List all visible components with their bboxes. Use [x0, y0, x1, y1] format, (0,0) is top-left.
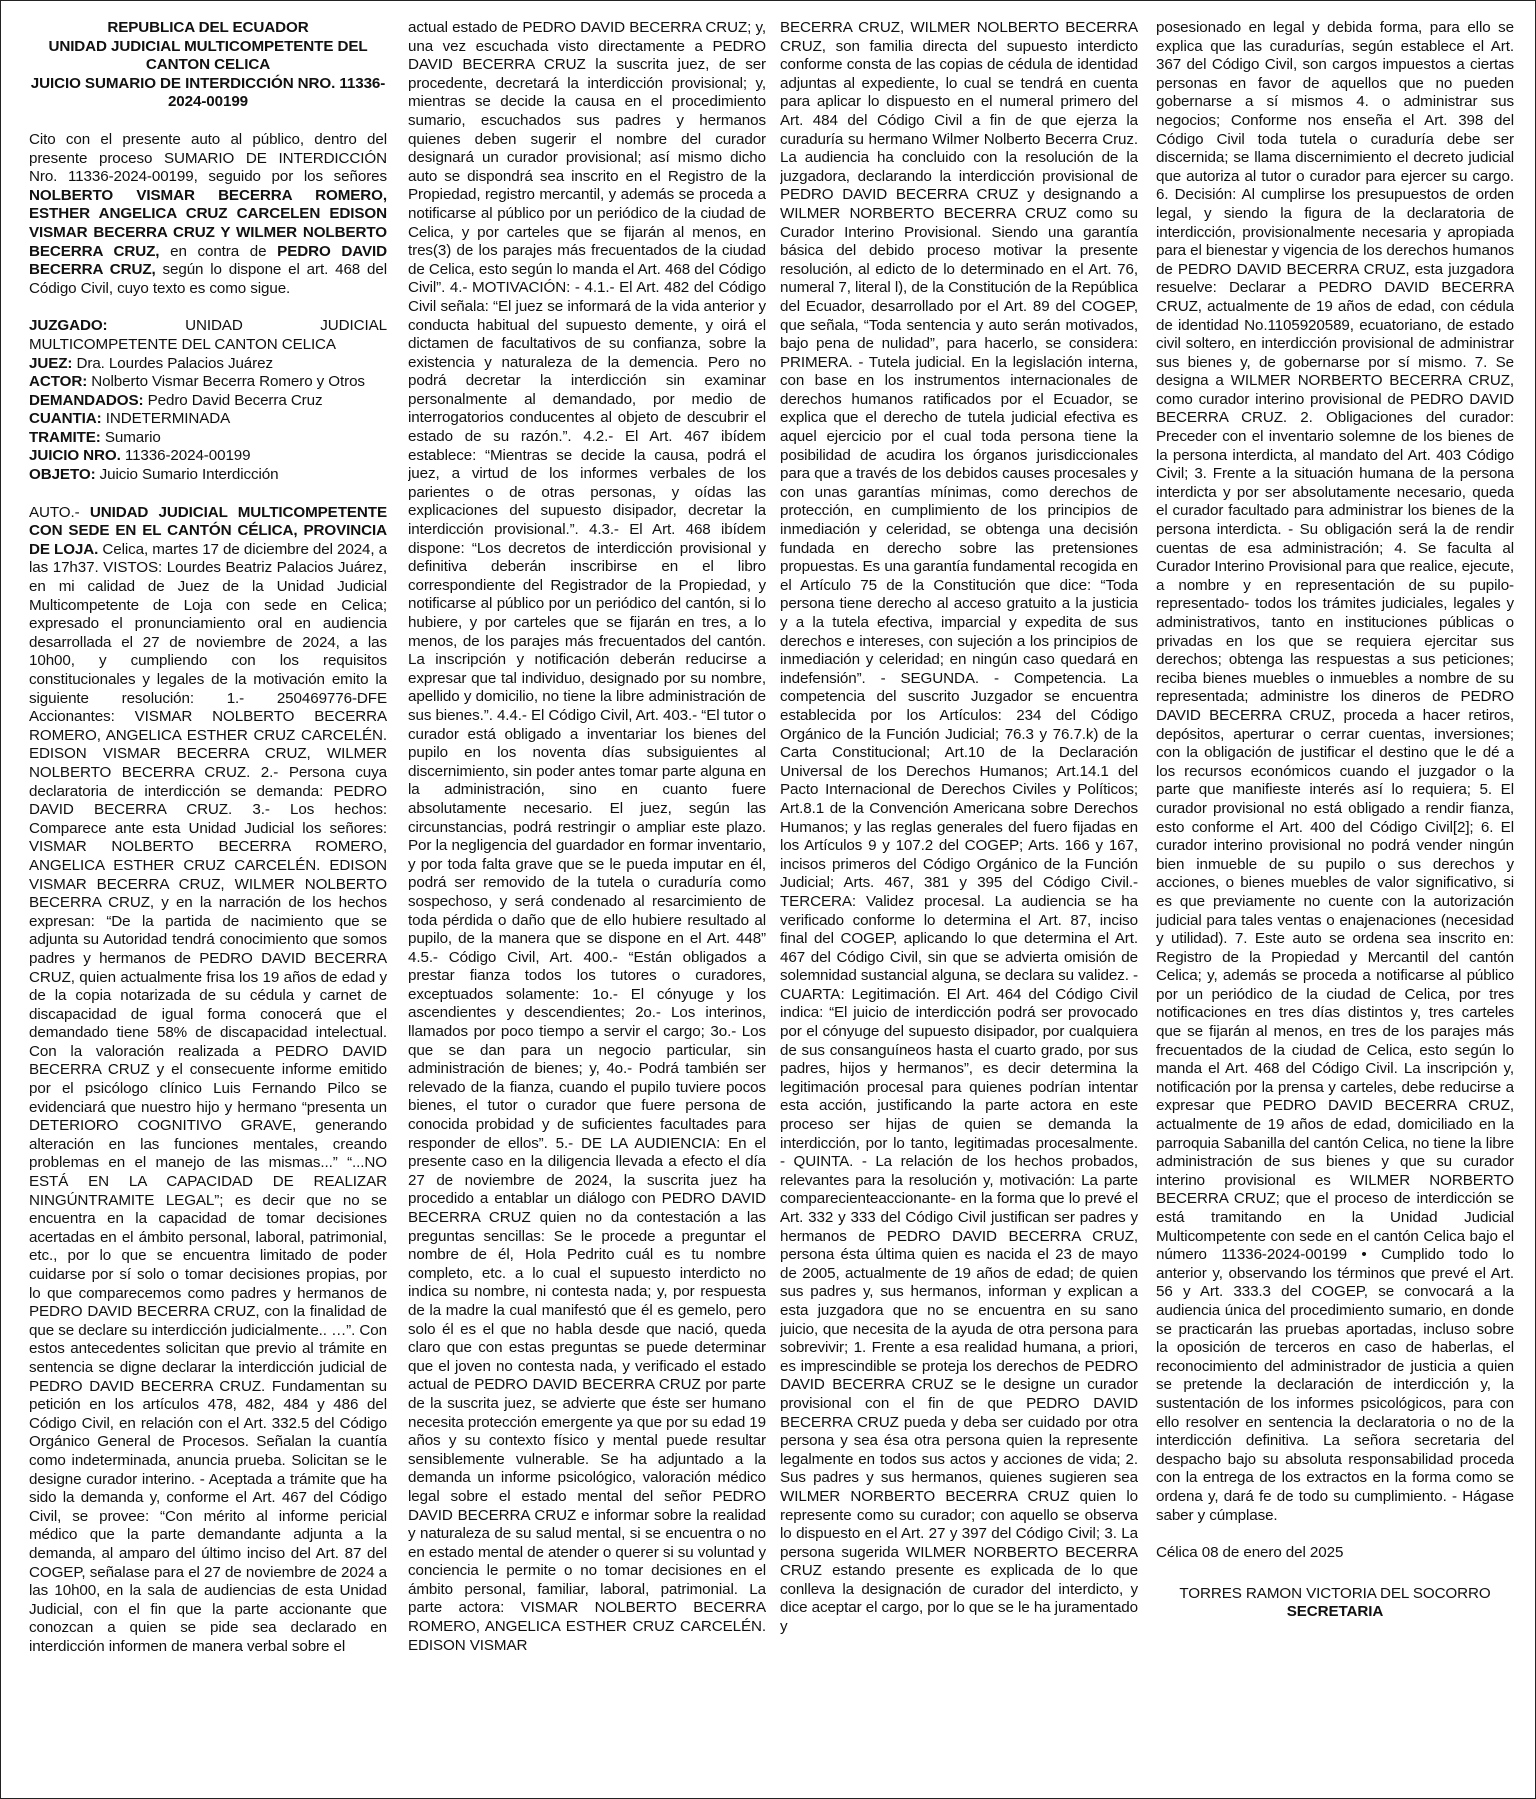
- signature-block: [1156, 1585, 1514, 1622]
- closing-date: Célica 08 de enero del 2025: [1156, 1544, 1344, 1562]
- detail-juicio-nro: JUICIO NRO. 11336-2024-00199: [29, 447, 251, 465]
- intro-paragraph: Cito con el presente auto al público, dentro del presente proceso SUMARIO DE INTERDICCIÓN Nro. 11336-2024-00199, seguido por los señores NOLBERTO VISMAR BECERRA ROMERO, ESTHER ANGELICA CRUZ CARCELEN EDISON VISMAR BECERRA CRUZ Y WILMER NOLBERTO BECERRA CRUZ, en contra de PEDRO DAVID BECERRA CRUZ, según lo dispone el art. 468 del Código Civil, cuyo texto es como sigue.: [29, 130, 387, 297]
- detail-tramite: TRAMITE: Sumario: [29, 428, 161, 446]
- column-2: [408, 19, 766, 1789]
- column-3: [780, 19, 1138, 1789]
- auto-paragraph: AUTO.- UNIDAD JUDICIAL MULTICOMPETENTE CON SEDE EN EL CANTÓN CÉLICA, PROVINCIA DE LOJA. Celica, martes 17 de diciembre del 2024, a las 17h37. VISTOS: Lourdes Beatriz Palacios Juárez, en mi calidad de Juez de la Unidad Judicial Multicompetente de Loja con sede en Celica; expresado el pronunciamiento oral en audiencia desarrollada el 27 de noviembre de 2024, a las 10h00, y cumpliendo con los requisitos constitucionales y legales de la motivación emito la siguiente resolución: 1.- 250469776-DFE Accionantes: VISMAR NOLBERTO BECERRA ROMERO, ANGELICA ESTHER CRUZ CARCELÉN. EDISON VISMAR BECERRA CRUZ, WILMER NOLBERTO BECERRA CRUZ. 2.- Persona cuya declaratoria de interdicción se demanda: PEDRO DAVID BECERRA CRUZ. 3.- Los hechos: Comparece ante esta Unidad Judicial los señores: VISMAR NOLBERTO BECERRA ROMERO, ANGELICA ESTHER CRUZ CARCELÉN. EDISON VISMAR BECERRA CRUZ, WILMER NOLBERTO BECERRA CRUZ, y en la narración de los hechos expresan: “De la partida de nacimiento que se adjunta su Autoridad tendrá conocimiento que somos padres y hermanos de PEDRO DAVID BECERRA CRUZ, quien actualmente frisa los 19 años de edad y de la copia notarizada de su cédula y carnet de discapacidad de igual forma conocerá que el demandado tiene 58% de discapacidad intelectual. Con la valoración realizada a PEDRO DAVID BECERRA CRUZ y el consecuente informe emitido por el psicólogo clínico Luis Fernando Pilco se evidenciará que nuestro hijo y hermano “presenta un DETERIORO COGNITIVO GRAVE, generando alteración en las funciones mentales, creando problemas en el manejo de las mismas...” “...NO ESTÁ EN LA CAPACIDAD DE REALIZAR NINGÚNTRAMITE LEGAL”; es decir que no se encuentra en la capacidad de tomar decisiones acertadas en el ámbito personal, laboral, patrimonial, etc., por lo que se encuentra limitado de poder cuidarse por sí solo o tomar decisiones propias, por lo que comparecemos como padres y hermanos de PEDRO DAVID BECERRA CRUZ, con la finalidad de que se declare su interdicción judicialmente.. …”. Con estos antecedentes solicitan que previo al trámite en sentencia se digne declarar la interdicción judicial de PEDRO DAVID BECERRA CRUZ. Fundamentan su petición en los artículos 478, 482, 484 y 486 del Código Civil, en relación con el Art. 332.5 del Código Orgánico General de Procesos. Señalan la cuantía como indeterminada, anuncia prueba. Solicitan se le designe curador interino. - Aceptada a trámite que ha sido la demanda y, conforme el Art. 467 del Código Civil, se provee: “Con mérito al informe pericial médico que la parte demandante adjunta a la demanda, al amparo del último inciso del Art. 87 del COGEP, señalase para el 27 de noviembre de 2024 a las 10h00, en la sala de audiencias de esta Unidad Judicial, con el fin que la parte accionante que conozcan a quien se pide sea declarado en interdicción informen de manera verbal sobre el: [29, 503, 387, 1655]
- column-1: [29, 19, 387, 1789]
- detail-cuantia: CUANTIA: INDETERMINADA: [29, 410, 231, 428]
- signer-role: SECRETARIA: [1286, 1603, 1384, 1621]
- case-details: [29, 317, 387, 484]
- column-4: [1156, 19, 1514, 1789]
- detail-juez: JUEZ: Dra. Lourdes Palacios Juárez: [29, 354, 273, 372]
- detail-juzgado: JUZGADO: UNIDAD JUDICIAL MULTICOMPETENTE DEL CANTON CELICA: [29, 317, 387, 353]
- signer-name: TORRES RAMON VICTORIA DEL SOCORRO: [1179, 1584, 1491, 1602]
- header-case: JUICIO SUMARIO DE INTERDICCIÓN NRO. 11336-2024-00199: [30, 74, 386, 111]
- document-header: [29, 19, 387, 112]
- header-court: UNIDAD JUDICIAL MULTICOMPETENTE DEL CANTON CELICA: [48, 37, 368, 74]
- detail-actor: ACTOR: Nolberto Vismar Becerra Romero y Otros: [29, 373, 365, 391]
- detail-demandados: DEMANDADOS: Pedro David Becerra Cruz: [29, 391, 323, 409]
- detail-objeto: OBJETO: Juicio Sumario Interdicción: [29, 466, 279, 484]
- body-text-col4: posesionado en legal y debida forma, para ello se explica que las curadurías, según establece el Art. 367 del Código Civil, son cargos impuestos a ciertas personas en favor de aquellos que no pueden gobernarse a sí mismos 4. o administrar sus negocios; Conforme nos enseña el Art. 398 del Código Civil toda tutela o curaduría debe ser discernida; se llama discernimiento el decreto judicial que autoriza al tutor o curador para ejercer su cargo. 6. Decisión: Al cumplirse los presupuestos de orden legal, y siendo la figura de la declaratoria de interdicción, provisionalmente necesaria y apropiada para el bienestar y vigencia de los derechos humanos de PEDRO DAVID BECERRA CRUZ, esta juzgadora resuelve: Declarar a PEDRO DAVID BECERRA CRUZ, actualmente de 19 años de edad, con cédula de identidad No.1105920589, ecuatoriano, de estado civil soltero, en interdicción provisional de administrar sus bienes y, de gobernarse por sí mismo. 7. Se designa a WILMER NORBERTO BECERRA CRUZ, como curador interino provisional de PEDRO DAVID BECERRA CRUZ. 2. Obligaciones del curador: Preceder con el inventario solemne de los bienes de la persona interdicta, al mandato del Art. 403 Código Civil; 3. Frente a la situación humana de la persona interdicta y por ser absolutamente necesario, queda el curador facultado para administrar los bienes de la persona interdicta. - Su obligación será la de rendir cuentas de esa administración; 4. Se faculta al Curador Interino Provisional para que realice, ejecute, a nombre y en representación de su pupilo- representado- todos los trámites judiciales, legales y administrativos, tanto en instituciones públicas o privadas en los que se requiera ejercitar sus derechos; obtenga las respuestas a sus peticiones; reciba bienes muebles o inmuebles a nombre de su representada; administre los dineros de PEDRO DAVID BECERRA CRUZ, proceda a hacer retiros, depósitos, aperturar o cerrar cuentas, inversiones; con la obligación de justificar el destino que le dé a los recursos económicos cuando el juzgador o la parte que manifieste interés así lo requiera; 5. El curador provisional no está obligado a rendir fianza, esto conforme el Art. 400 del Código Civil[2]; 6. El curador interino provisional no podrá vender ningún bien inmueble de su pupilo o sus derechos y acciones, o bienes muebles de valor significativo, si es que previamente no cuente con la autorización judicial para tales ventas o enajenaciones (necesidad y utilidad). 7. Este auto se ordena sea inscrito en: Registro de la Propiedad y Mercantil del cantón Celica; y, además se proceda a notificarse al público por un periódico de la ciudad de Celica, por tres notificaciones en tres días distintos y, tres carteles que se fijarán al menos, en tres de los parajes más frecuentados de la ciudad de Celica, esto según lo manda el Art. 468 del Código Civil. La inscripción y, notificación por la prensa y carteles, debe reducirse a expresar que PEDRO DAVID BECERRA CRUZ, actualmente de 19 años de edad, domiciliado en la parroquia Sabanilla del cantón Celica, no tiene la libre administración de sus bienes y que su curador interino provisional es WILMER NORBERTO BECERRA CRUZ; que el proceso de interdicción se está tramitando en la Unidad Judicial Multicompetente con sede en el cantón Celica bajo el número 11336-2024-00199 • Cumplido todo lo anterior y, observando los términos que prevé el Art. 56 y Art. 333.3 del COGEP, se convocará a la audiencia única del procedimiento sumario, en donde se practicarán las pruebas aportadas, incluso sobre la oposición de terceros en caso de haberlas, el reconocimiento del administrador de justicia a quien se pretende la declaración de interdicción y, la sustentación de los informes psicológicos, para con ello resolver en sentencia la declaratoria o no de la interdicción definitiva. La señora secretaria del despacho bajo su absoluta responsabilidad proceda con la entrega de los extractos en la forma como se ordena y, dará fe de todo su cumplimiento. - Hágase saber y cúmplase.: [1156, 19, 1514, 1524]
- body-text-col3: BECERRA CRUZ, WILMER NOLBERTO BECERRA CRUZ, son familia directa del supuesto interdicto conforme consta de las copias de cédula de identidad adjuntas al expediente, lo cual se tendrá en cuenta para aplicar lo dispuesto en el numeral primero del Art. 484 del Código Civil a fin de que ejerza la curaduría su hermano Wilmer Nolberto Becerra Cruz. La audiencia ha concluido con la resolución de la juzgadora, declarando la interdicción provisional de PEDRO DAVID BECERRA CRUZ y designando a WILMER NORBERTO BECERRA CRUZ como su Curador Interino Provisional. Siendo una garantía básica del debido proceso motivar la presente resolución, al edicto de lo determinado en el Art. 76, numeral 7, literal l), de la Constitución de la República del Ecuador, desarrollado por el Art. 89 del COGEP, que señala, “Toda sentencia y auto serán motivados, bajo pena de nulidad”, para hacerlo, se considera: PRIMERA. - Tutela judicial. En la legislación interna, con base en los instrumentos internacionales de derechos humanos ratificados por el Ecuador, se explica que el derecho de tutela judicial efectiva es aquel ejercicio por el cual toda persona tiene la posibilidad de acudira los órganos jurisdiccionales para que a través de los debidos causes procesales y con unas garantías mínimas, como derechos de protección, en cumplimiento de los principios de inmediación y celeridad, se obtenga una decisión fundada en derecho sobre las pretensiones propuestas. Es una garantía fundamental recogida en el Artículo 75 de la Constitución que dice: “Toda persona tiene derecho al acceso gratuito a la justicia y a la tutela efectiva, imparcial y expedita de sus derechos e intereses, con sujeción a los principios de inmediación y celeridad; en ningún caso quedará en indefensión”. - SEGUNDA. - Competencia. La competencia del suscrito Juzgador se encuentra establecida por los Artículos: 234 del Código Orgánico de la Función Judicial; 76.3 y 76.7.k) de la Carta Constitucional; Art.10 de la Declaración Universal de los Derechos Humanos; Art.14.1 del Pacto Internacional de Derechos Civiles y Políticos; Art.8.1 de la Convención Americana sobre Derechos Humanos; y las reglas generales del fuero fijadas en los Artículos 9 y 107.2 del COGEP; Arts. 166 y 167, incisos primeros del Código Orgánico de la Función Judicial; Arts. 467, 381 y 395 del Código Civil.- TERCERA: Validez procesal. La audiencia se ha verificado conforme lo determina el Art. 87, inciso final del COGEP, aplicando lo que determina el Art. 467 del Código Civil, sin que se advierta omisión de solemnidad sustancial alguna, se declara su validez. - CUARTA: Legitimación. El Art. 464 del Código Civil indica: “El juicio de interdicción podrá ser provocado por el cónyuge del supuesto disipador, por cualquiera de sus consanguíneos hasta el cuarto grado, por sus padres, hijos y hermanos”, es decir determina la legitimación procesal para quienes podrían intentar esta acción, justificando la parte actora en este proceso ser hijas de quien se demanda la interdicción, por lo tanto, legitimadas procesalmente. - QUINTA. - La relación de los hechos probados, relevantes para la resolución y, motivación: La parte comparecienteaccionante- en la forma que lo prevé el Art. 332 y 333 del Código Civil justifican ser padres y hermanos de PEDRO DAVID BECERRA CRUZ, persona ésta última quien es nacida el 23 de mayo de 2005, actualmente de 19 años de edad; de quien sus padres y, sus hermanos, informan y explican a esta juzgadora que no se encuentra en su sano juicio, que necesita de la ayuda de otra persona para sobrevivir; 1. Frente a esa realidad humana, a priori, es imprescindible se proteja los derechos de PEDRO DAVID BECERRA CRUZ se le designe un curador provisional con el fin de que PEDRO DAVID BECERRA CRUZ pueda y deba ser cuidado por otra persona y sea ésa otra persona quien la represente legalmente en todos sus actos y acciones de vida; 2. Sus padres y sus hermanos, quienes sugieren sea WILMER NORBERTO BECERRA CRUZ quien lo represente como su curador; con aquello se observa lo dispuesto en el Art. 27 y 397 del Código Civil; 3. La persona sugerida WILMER NORBERTO BECERRA CRUZ estando presente es explicada de lo que conlleva la designación de curador del interdicto, y dice aceptar el cargo, por lo que se le ha juramentado y: [780, 19, 1138, 1636]
- header-country: REPUBLICA DEL ECUADOR: [107, 19, 309, 36]
- body-text-col2: actual estado de PEDRO DAVID BECERRA CRUZ; y, una vez escuchada visto directamente a PEDRO DAVID BECERRA CRUZ la suscrita juez, de ser procedente, decretará la interdicción provisional; y, mientras se decide la causa en el procedimiento sumario, escuchados sus padres y hermanos quienes deben sugerir el nombre del curador designará un curador provisional; así mismo dicho auto se dispondrá sea inscrito en el Registro de la Propiedad, registro mercantil, y además se proceda a notificarse al público por un periódico de la ciudad de Celica, y por carteles que se fijarán al menos, en tres(3) de los parajes más frecuentados de la ciudad de Celica, esto según lo manda el Art. 468 del Código Civil”. 4.- MOTIVACIÓN: - 4.1.- El Art. 482 del Código Civil señala: “El juez se informará de la vida anterior y conducta habitual del supuesto demente, y oirá el dictamen de facultativos de su confianza, sobre la existencia y naturaleza de la demencia. Pero no podrá decretar la interdicción sin examinar personalmente al demandado, por medio de interrogatorios conducentes al objeto de descubrir el estado de su razón.”. 4.2.- El Art. 467 ibídem establece: “Mientras se decide la causa, podrá el juez, a virtud de los informes verbales de los parientes o de otras personas, y oídas las explicaciones del supuesto disipador, decretar la interdicción provisional.”. 4.3.- El Art. 468 ibídem dispone: “Los decretos de interdicción provisional y definitiva deberán inscribirse en el libro correspondiente del Registrador de la Propiedad, y notificarse al público por un periódico del cantón, si lo hubiere, y por carteles que se fijarán en tres, a lo menos, de los parajes más frecuentados del cantón. La inscripción y notificación deberán reducirse a expresar que tal individuo, designado por su nombre, apellido y domicilio, no tiene la libre administración de sus bienes.”. 4.4.- El Código Civil, Art. 403.- “El tutor o curador está obligado a inventariar los bienes del pupilo en los noventa días subsiguientes al discernimiento, sin poder antes tomar parte alguna en la administración, sino en cuanto fuere absolutamente necesario. El juez, según las circunstancias, podrá restringir o ampliar este plazo. Por la negligencia del guardador en formar inventario, y por toda falta grave que se le pueda imputar en él, podrá ser removido de la tutela o curaduría como sospechoso, y será condenado al resarcimiento de toda pérdida o daño que de ello hubiere resultado al pupilo, de la manera que se dispone en el Art. 448” 4.5.- Código Civil, Art. 400.- “Están obligados a prestar fianza todos los tutores o curadores, exceptuados solamente: 1o.- El cónyuge y los ascendientes y descendientes; 2o.- Los interinos, llamados por poco tiempo a servir el cargo; 3o.- Los que se dan para un negocio particular, sin administración de bienes; y, 4o.- Podrá también ser relevado de la fianza, cuando el pupilo tuviere pocos bienes, el tutor o curador que fuere persona de conocida probidad y de suficientes facultades para responder de ellos”. 5.- DE LA AUDIENCIA: En el presente caso en la diligencia llevada a efecto el día 27 de noviembre de 2024, la suscrita juez ha procedido a entablar un diálogo con PEDRO DAVID BECERRA CRUZ quien no da contestación a las preguntas sencillas: Se le procede a preguntar el nombre de él, Hola Pedrito cuál es tu nombre completo, etc. a lo cual el supuesto interdicto no indica su nombre, ni contesta nada; y, por respuesta de la madre la cual manifestó que él es gemelo, pero solo él es el que no habla desde que nació, queda claro que con estas preguntas se puede determinar que el joven no contesta nada, y verificado el estado actual de PEDRO DAVID BECERRA CRUZ por parte de la suscrita juez, se advierte que éste ser humano necesita protección emergente ya que por su edad 19 años y su contexto físico y mental puede resultar sensiblemente vulnerable. Se ha adjuntado a la demanda un informe psicológico, valoración médico legal sobre el estado mental del señor PEDRO DAVID BECERRA CRUZ e informar sobre la realidad y naturaleza de su salud mental, si se encuentra o no en estado mental de atender o querer si su voluntad y conciencia le permite o no tomar decisiones en el ámbito personal, familiar, laboral, patrimonial. La parte actora: VISMAR NOLBERTO BECERRA ROMERO, ANGELICA ESTHER CRUZ CARCELÉN. EDISON VISMAR: [408, 19, 766, 1654]
